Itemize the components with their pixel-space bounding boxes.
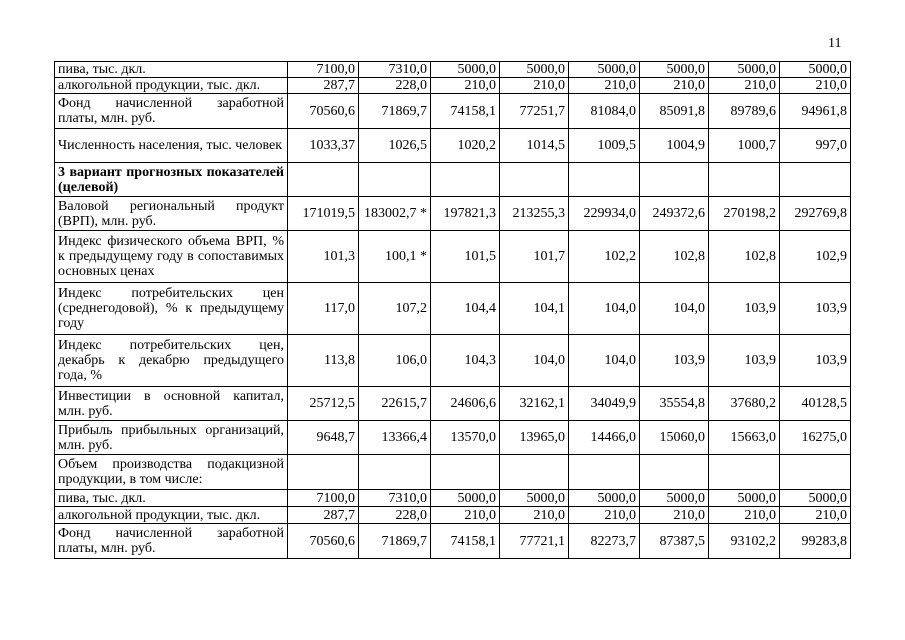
value-cell [640, 163, 709, 197]
value-cell: 1014,5 [500, 129, 569, 163]
table-row [55, 387, 851, 421]
value-cell: 70560,6 [288, 524, 359, 559]
value-cell: 106,0 [359, 335, 431, 387]
value-cell: 210,0 [780, 78, 851, 94]
value-cell: 213255,3 [500, 197, 569, 231]
value-cell: 102,8 [709, 231, 780, 283]
value-cell: 5000,0 [780, 62, 851, 78]
value-cell [569, 163, 640, 197]
value-cell: 5000,0 [569, 490, 640, 507]
table-row [55, 421, 851, 455]
table-row [55, 507, 851, 524]
row-label: Фонд начисленной заработной платы, млн. руб. [55, 524, 288, 559]
value-cell: 15060,0 [640, 421, 709, 455]
table-row [55, 335, 851, 387]
value-cell: 5000,0 [431, 62, 500, 78]
value-cell: 74158,1 [431, 524, 500, 559]
value-cell: 24606,6 [431, 387, 500, 421]
value-cell: 229934,0 [569, 197, 640, 231]
value-cell: 102,2 [569, 231, 640, 283]
value-cell: 74158,1 [431, 94, 500, 129]
value-cell: 103,9 [780, 283, 851, 335]
value-cell: 104,0 [500, 335, 569, 387]
value-cell: 99283,8 [780, 524, 851, 559]
value-cell: 103,9 [709, 283, 780, 335]
value-cell: 22615,7 [359, 387, 431, 421]
value-cell: 103,9 [780, 335, 851, 387]
row-label: Валовой региональный продукт (ВРП), млн. руб. [55, 197, 288, 231]
value-cell: 228,0 [359, 507, 431, 524]
value-cell: 81084,0 [569, 94, 640, 129]
value-cell: 104,1 [500, 283, 569, 335]
value-cell: 34049,9 [569, 387, 640, 421]
value-cell: 7310,0 [359, 62, 431, 78]
value-cell: 5000,0 [569, 62, 640, 78]
value-cell: 249372,6 [640, 197, 709, 231]
value-cell: 210,0 [780, 507, 851, 524]
value-cell: 101,7 [500, 231, 569, 283]
value-cell: 1026,5 [359, 129, 431, 163]
row-label: пива, тыс. дкл. [55, 62, 288, 78]
value-cell: 102,8 [640, 231, 709, 283]
value-cell [500, 163, 569, 197]
value-cell: 85091,8 [640, 94, 709, 129]
value-cell: 5000,0 [709, 62, 780, 78]
value-cell: 82273,7 [569, 524, 640, 559]
value-cell: 89789,6 [709, 94, 780, 129]
value-cell: 77721,1 [500, 524, 569, 559]
value-cell [709, 163, 780, 197]
value-cell: 287,7 [288, 507, 359, 524]
row-label: Инвестиции в основной капитал, млн. руб. [55, 387, 288, 421]
table-row [55, 94, 851, 129]
value-cell: 197821,3 [431, 197, 500, 231]
row-label: 3 вариант прогнозных показателей (целевой) [55, 163, 288, 197]
value-cell [709, 455, 780, 490]
value-cell: 228,0 [359, 78, 431, 94]
value-cell: 14466,0 [569, 421, 640, 455]
value-cell: 101,5 [431, 231, 500, 283]
value-cell: 210,0 [640, 507, 709, 524]
value-cell: 71869,7 [359, 94, 431, 129]
table-row [55, 78, 851, 94]
table-row [55, 283, 851, 335]
row-label: пива, тыс. дкл. [55, 490, 288, 507]
value-cell [431, 455, 500, 490]
row-label: Фонд начисленной заработной платы, млн. руб. [55, 94, 288, 129]
value-cell: 25712,5 [288, 387, 359, 421]
value-cell: 7100,0 [288, 62, 359, 78]
table-row [55, 129, 851, 163]
value-cell: 1033,37 [288, 129, 359, 163]
value-cell: 997,0 [780, 129, 851, 163]
forecast-table [54, 61, 851, 559]
value-cell: 70560,6 [288, 94, 359, 129]
row-label: Численность населения, тыс. человек [55, 129, 288, 163]
value-cell: 9648,7 [288, 421, 359, 455]
value-cell: 40128,5 [780, 387, 851, 421]
table-row [55, 163, 851, 197]
value-cell: 103,9 [640, 335, 709, 387]
value-cell: 210,0 [431, 78, 500, 94]
value-cell: 1004,9 [640, 129, 709, 163]
value-cell: 16275,0 [780, 421, 851, 455]
value-cell [780, 163, 851, 197]
value-cell: 94961,8 [780, 94, 851, 129]
value-cell: 104,0 [569, 335, 640, 387]
value-cell [359, 455, 431, 490]
value-cell: 7100,0 [288, 490, 359, 507]
row-label: алкогольной продукции, тыс. дкл. [55, 507, 288, 524]
value-cell [431, 163, 500, 197]
value-cell: 5000,0 [500, 490, 569, 507]
value-cell: 210,0 [500, 507, 569, 524]
row-label: Индекс потребительских цен (среднегодовой), % к предыдущему году [55, 283, 288, 335]
value-cell: 103,9 [709, 335, 780, 387]
value-cell: 1000,7 [709, 129, 780, 163]
value-cell: 171019,5 [288, 197, 359, 231]
value-cell: 102,9 [780, 231, 851, 283]
value-cell: 117,0 [288, 283, 359, 335]
value-cell: 210,0 [431, 507, 500, 524]
table-row [55, 524, 851, 559]
value-cell: 210,0 [569, 78, 640, 94]
value-cell: 210,0 [709, 78, 780, 94]
value-cell: 5000,0 [431, 490, 500, 507]
value-cell [780, 455, 851, 490]
value-cell: 210,0 [569, 507, 640, 524]
row-label: алкогольной продукции, тыс. дкл. [55, 78, 288, 94]
value-cell: 210,0 [640, 78, 709, 94]
value-cell: 5000,0 [500, 62, 569, 78]
value-cell: 13570,0 [431, 421, 500, 455]
value-cell: 104,0 [640, 283, 709, 335]
value-cell: 93102,2 [709, 524, 780, 559]
row-label: Индекс физического объема ВРП, % к предыдущему году в сопоставимых основных ценах [55, 231, 288, 283]
value-cell: 37680,2 [709, 387, 780, 421]
value-cell: 107,2 [359, 283, 431, 335]
value-cell [359, 163, 431, 197]
value-cell: 113,8 [288, 335, 359, 387]
value-cell [288, 163, 359, 197]
value-cell: 5000,0 [709, 490, 780, 507]
value-cell: 101,3 [288, 231, 359, 283]
row-label: Индекс потребительских цен, декабрь к декабрю предыдущего года, % [55, 335, 288, 387]
value-cell: 7310,0 [359, 490, 431, 507]
value-cell: 35554,8 [640, 387, 709, 421]
value-cell: 1020,2 [431, 129, 500, 163]
value-cell: 71869,7 [359, 524, 431, 559]
value-cell: 15663,0 [709, 421, 780, 455]
table-row [55, 62, 851, 78]
value-cell: 287,7 [288, 78, 359, 94]
value-cell: 104,4 [431, 283, 500, 335]
value-cell: 5000,0 [640, 490, 709, 507]
value-cell: 5000,0 [780, 490, 851, 507]
row-label: Объем производства подакцизной продукции, в том числе: [55, 455, 288, 490]
value-cell: 5000,0 [640, 62, 709, 78]
value-cell: 1009,5 [569, 129, 640, 163]
page-number: 11 [828, 36, 842, 51]
value-cell [288, 455, 359, 490]
value-cell: 104,3 [431, 335, 500, 387]
value-cell: 104,0 [569, 283, 640, 335]
value-cell: 270198,2 [709, 197, 780, 231]
value-cell: 87387,5 [640, 524, 709, 559]
value-cell: 210,0 [709, 507, 780, 524]
value-cell: 183002,7 * [359, 197, 431, 231]
row-label: Прибыль прибыльных организаций, млн. руб. [55, 421, 288, 455]
value-cell: 32162,1 [500, 387, 569, 421]
value-cell: 210,0 [500, 78, 569, 94]
value-cell: 13366,4 [359, 421, 431, 455]
value-cell: 292769,8 [780, 197, 851, 231]
value-cell [500, 455, 569, 490]
table-row [55, 490, 851, 507]
value-cell: 77251,7 [500, 94, 569, 129]
table-row [55, 455, 851, 490]
value-cell [569, 455, 640, 490]
value-cell: 13965,0 [500, 421, 569, 455]
table-row [55, 231, 851, 283]
value-cell [640, 455, 709, 490]
value-cell: 100,1 * [359, 231, 431, 283]
table-row [55, 197, 851, 231]
